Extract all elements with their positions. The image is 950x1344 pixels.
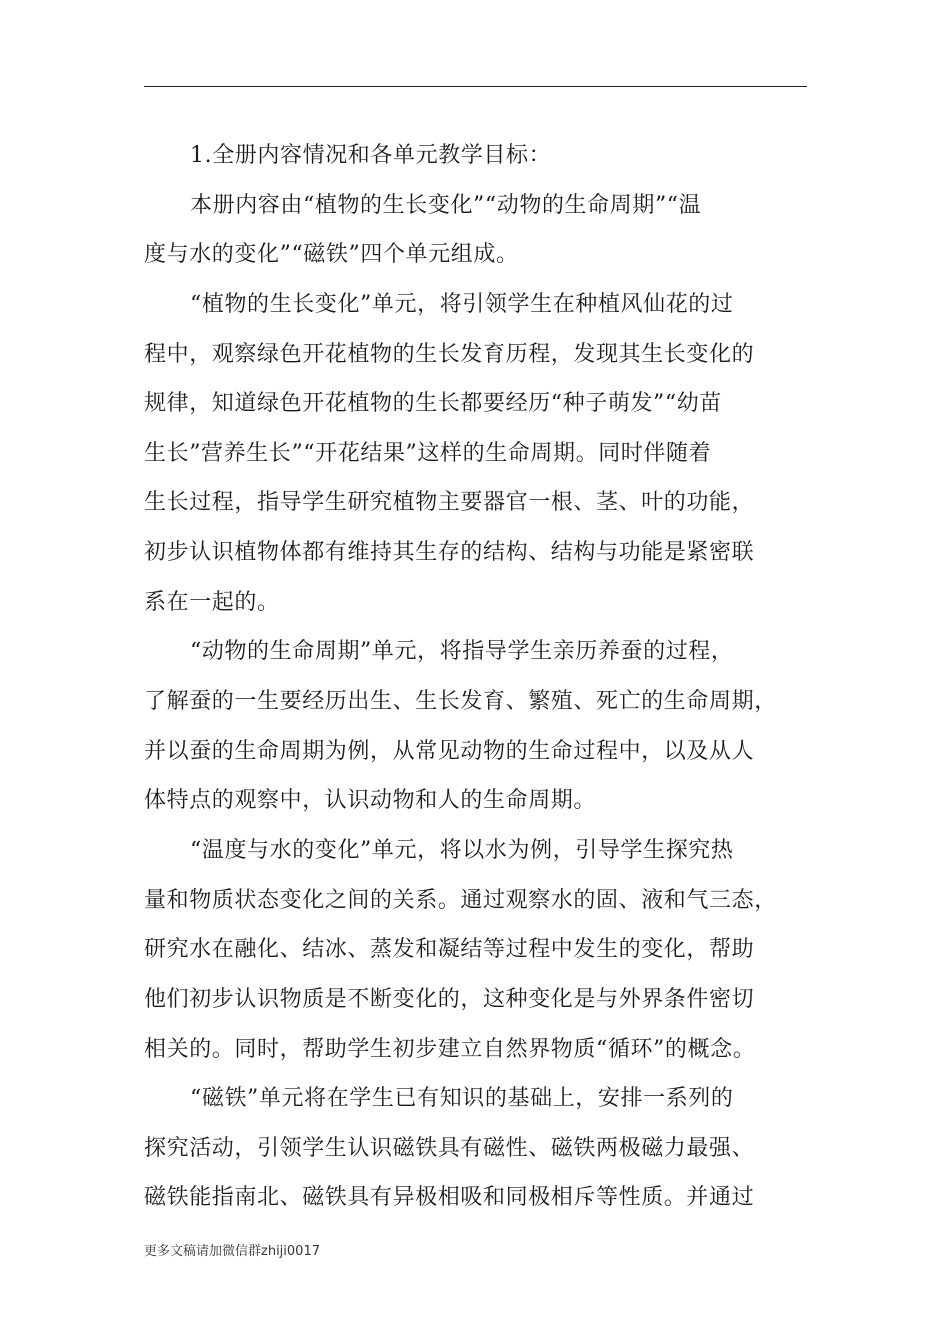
text-line: 量和物质状态变化之间的关系。通过观察水的固、液和气三态， <box>144 887 777 913</box>
text-line: “植物的生长变化”单元，将引领学生在种植风仙花的过 <box>190 291 734 317</box>
text-line: 本册内容由“植物的生长变化”“动物的生命周期”“温 <box>190 192 702 218</box>
section-heading: 1.全册内容情况和各单元教学目标： <box>190 143 552 168</box>
text-line: 系在一起的。 <box>144 589 280 615</box>
text-line: 并以蚕的生命周期为例，从常见动物的生命过程中，以及从人 <box>144 738 755 764</box>
text-line: 度与水的变化”“磁铁”四个单元组成。 <box>144 242 519 268</box>
document-body <box>144 131 812 1223</box>
text-line: 规律，知道绿色开花植物的生长都要经历“种子萌发”“幼苗 <box>144 391 722 417</box>
text-line: “动物的生命周期”单元，将指导学生亲历养蚕的过程， <box>190 639 734 665</box>
text-line: 探究活动，引领学生认识磁铁具有磁性、磁铁两极磁力最强、 <box>144 1135 755 1161</box>
text-line: 生长过程，指导学生研究植物主要器官一根、茎、叶的功能， <box>144 490 755 516</box>
text-line: 相关的。同时，帮助学生初步建立自然界物质“循环”的概念。 <box>144 1036 756 1062</box>
text-line: 磁铁能指南北、磁铁具有异极相吸和同极相斥等性质。并通过 <box>144 1185 755 1211</box>
header-rule <box>144 86 807 87</box>
text-line: 初步认识植物体都有维持其生存的结构、结构与功能是紧密联 <box>144 540 755 566</box>
text-line: “温度与水的变化”单元，将以水为例，引导学生探究热 <box>190 837 734 863</box>
text-line: 生长”营养生长”“开花结果”这样的生命周期。同时伴随着 <box>144 440 712 466</box>
text-line: “磁铁”单元将在学生已有知识的基础上，安排一系列的 <box>190 1086 734 1112</box>
text-line: 体特点的观察中，认识动物和人的生命周期。 <box>144 788 597 814</box>
page-footer: 更多文稿请加微信群zhiji0017 <box>144 1244 320 1259</box>
text-line: 了解蚕的一生要经历出生、生长发育、繁殖、死亡的生命周期， <box>144 689 777 715</box>
text-line: 程中，观察绿色开花植物的生长发育历程，发现其生长变化的 <box>144 341 755 367</box>
text-line: 研究水在融化、结冰、蒸发和凝结等过程中发生的变化，帮助 <box>144 937 755 963</box>
text-line: 他们初步认识物质是不断变化的，这种变化是与外界条件密切 <box>144 986 755 1012</box>
